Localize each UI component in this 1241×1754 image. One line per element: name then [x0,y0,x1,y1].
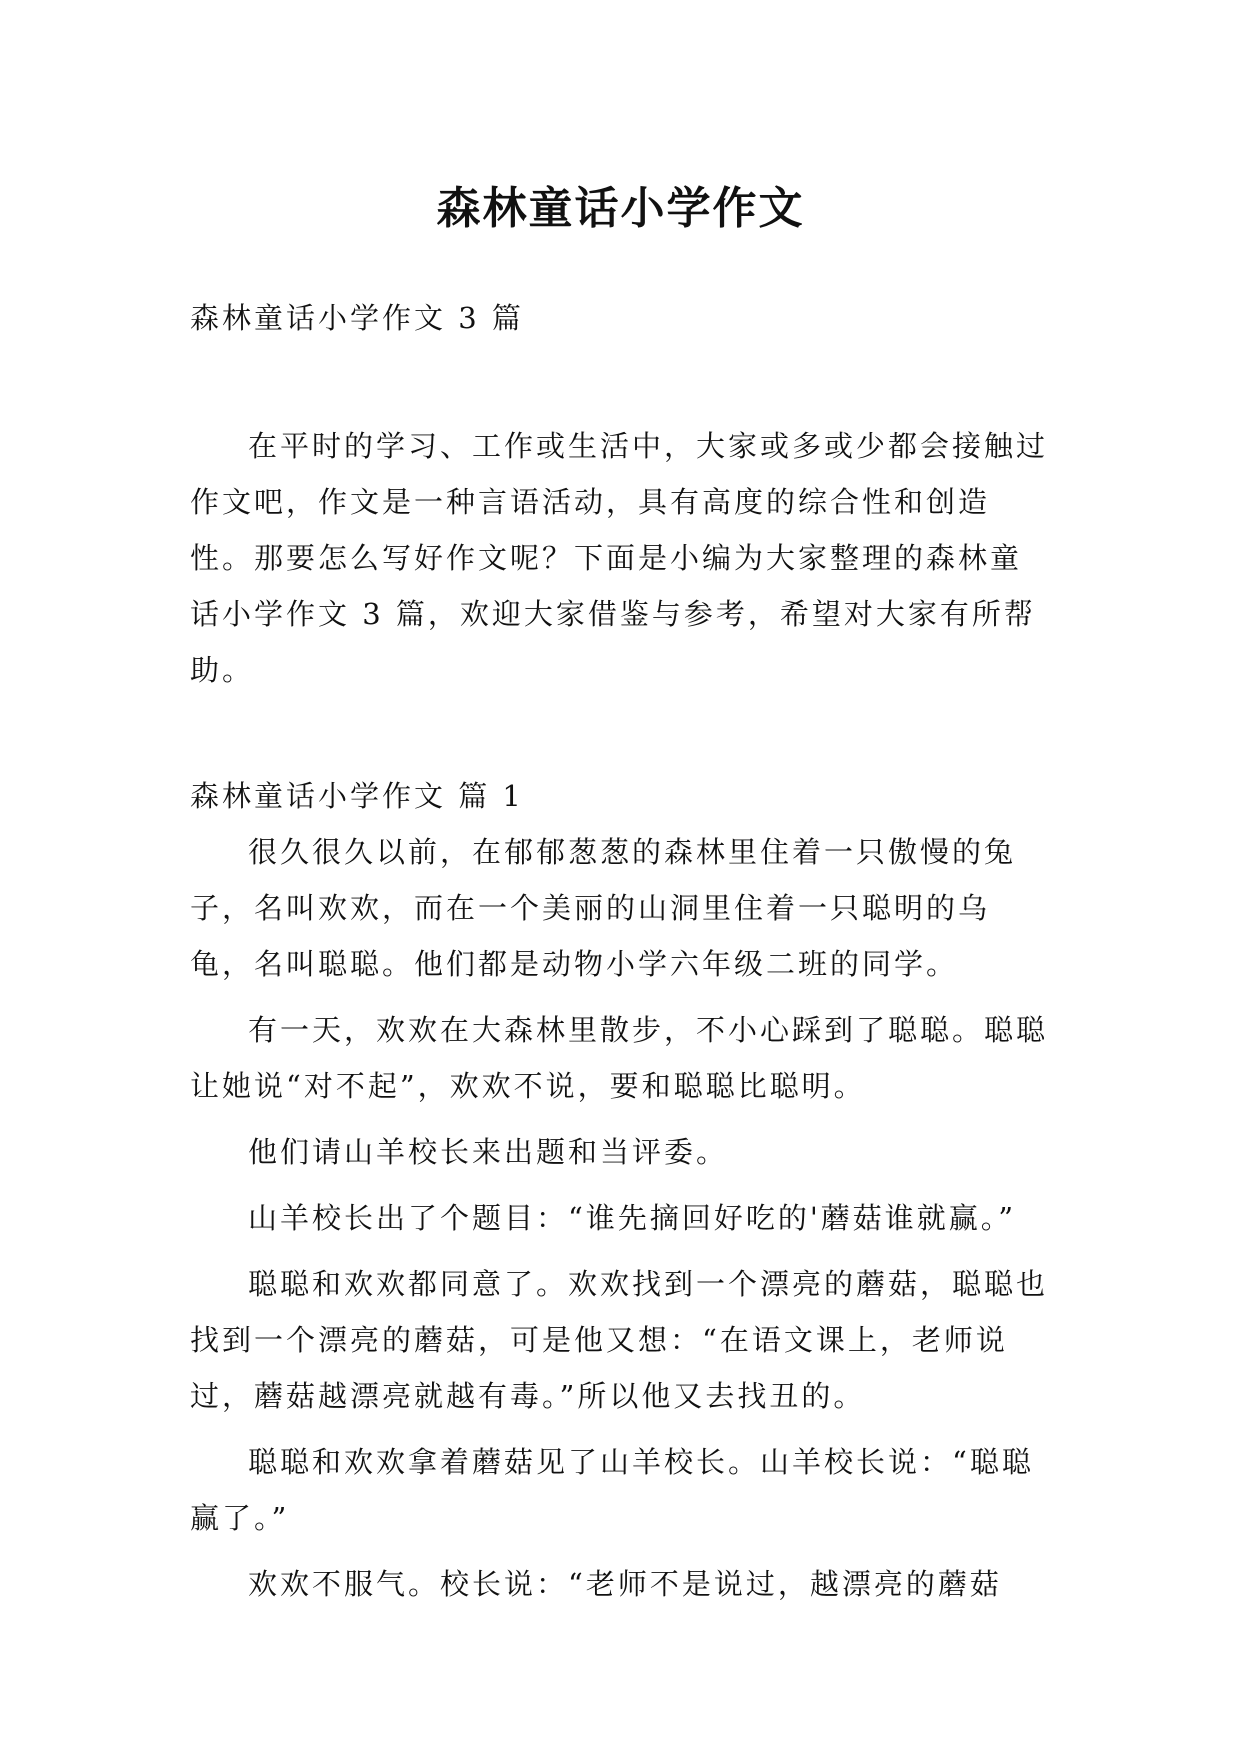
section-heading: 森林童话小学作文 篇 1 [190,779,524,813]
story-paragraph: 欢欢不服气。校长说：“老师不是说过，越漂亮的蘑菇 [248,1567,1002,1601]
intro-paragraph: 在平时的学习、工作或生活中，大家或多或少都会接触过作文吧，作文是一种言语活动，具有高度的综合性和创造性。那要怎么写好作文呢？下面是小编为大家整理的森林童话小学作文 3 篇，欢迎大家借鉴与参考，希望对大家有所帮助。 [190,429,1049,687]
story-paragraph: 很久很久以前，在郁郁葱葱的森林里住着一只傲慢的兔子，名叫欢欢，而在一个美丽的山洞里住着一只聪明的乌龟，名叫聪聪。他们都是动物小学六年级二班的同学。 [190,835,1017,981]
story-paragraph: 有一天，欢欢在大森林里散步，不小心踩到了聪聪。聪聪让她说“对不起”，欢欢不说，要和聪聪比聪明。 [190,1013,1049,1103]
story-paragraph: 山羊校长出了个题目：“谁先摘回好吃的'蘑菇谁就赢。” [248,1201,1017,1235]
story-paragraph: 聪聪和欢欢拿着蘑菇见了山羊校长。山羊校长说：“聪聪赢了。” [190,1445,1034,1535]
story-paragraph: 他们请山羊校长来出题和当评委。 [248,1135,729,1169]
document-title: 森林童话小学作文 [436,183,805,235]
story-paragraph: 聪聪和欢欢都同意了。欢欢找到一个漂亮的蘑菇，聪聪也找到一个漂亮的蘑菇，可是他又想：“在语文课上，老师说过，蘑菇越漂亮就越有毒。”所以他又去找丑的。 [190,1267,1049,1413]
document-subtitle: 森林童话小学作文 3 篇 [190,301,524,335]
document-body [190,290,1050,1612]
